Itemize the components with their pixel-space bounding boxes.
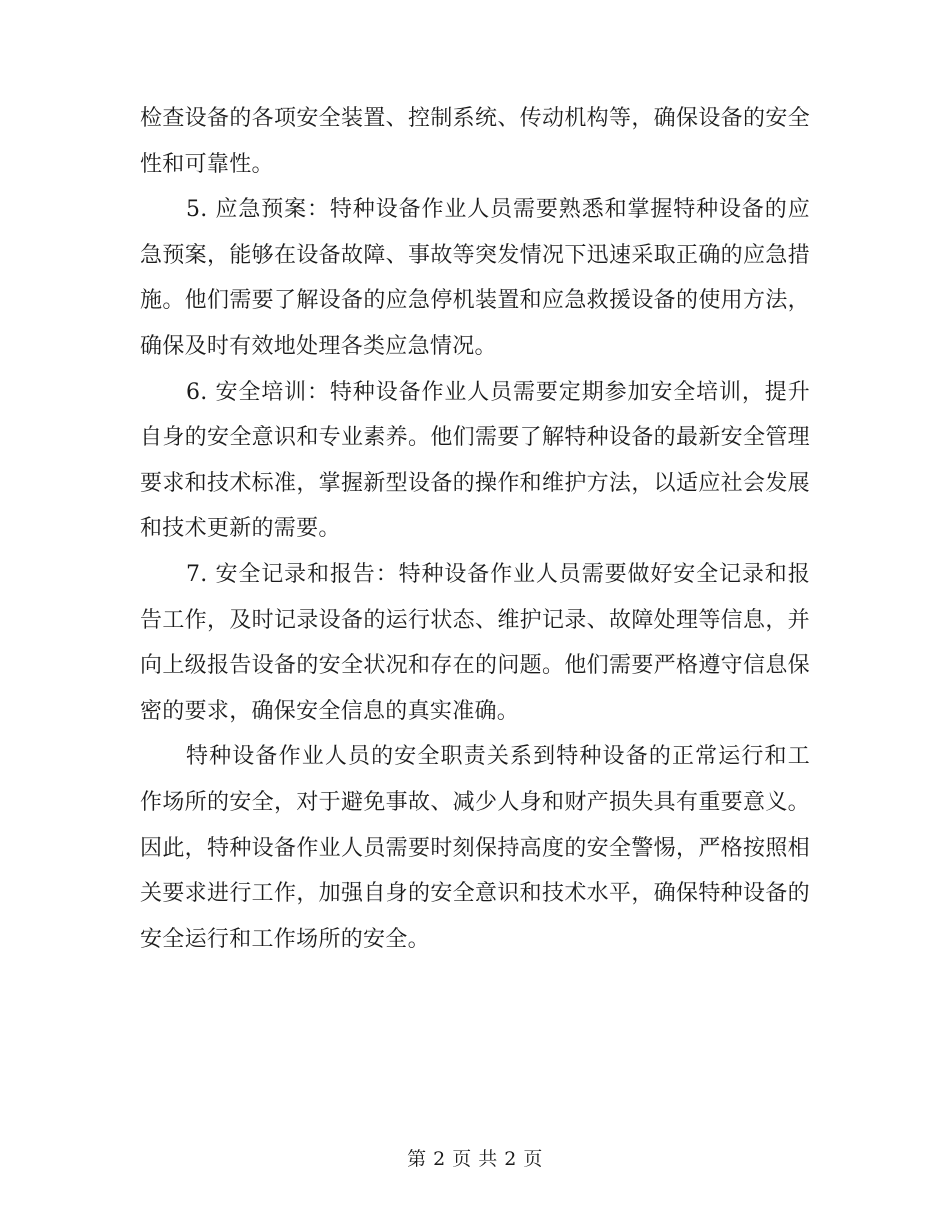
paragraph-safety-training: 6. 安全培训：特种设备作业人员需要定期参加安全培训，提升自身的安全意识和专业素养。他们需要了解特种设备的最新安全管理要求和技术标准，掌握新型设备的操作和维护方法，以适应社会发展和技术更新的需要。 — [140, 379, 810, 542]
paragraph-emergency-plan: 5. 应急预案：特种设备作业人员需要熟悉和掌握特种设备的应急预案，能够在设备故障、事故等突发情况下迅速采取正确的应急措施。他们需要了解设备的应急停机装置和应急救援设备的使用方法，确保及时有效地处理各类应急情况。 — [140, 197, 810, 359]
paragraph-safety-records: 7. 安全记录和报告：特种设备作业人员需要做好安全记录和报告工作，及时记录设备的运行状态、维护记录、故障处理等信息，并向上级报告设备的安全状况和存在的问题。他们需要严格遵守信息保密的要求，确保安全信息的真实准确。 — [140, 561, 810, 724]
page-number-footer: 第 2 页 共 2 页 — [407, 1148, 543, 1170]
paragraph-conclusion: 特种设备作业人员的安全职责关系到特种设备的正常运行和工作场所的安全，对于避免事故、减少人身和财产损失具有重要意义。因此，特种设备作业人员需要时刻保持高度的安全警惕，严格按照相关要求进行工作，加强自身的安全意识和技术水平，确保特种设备的安全运行和工作场所的安全。 — [140, 744, 810, 952]
paragraph-continuation: 检查设备的各项安全装置、控制系统、传动机构等，确保设备的安全性和可靠性。 — [140, 106, 810, 177]
document-body — [140, 96, 810, 962]
